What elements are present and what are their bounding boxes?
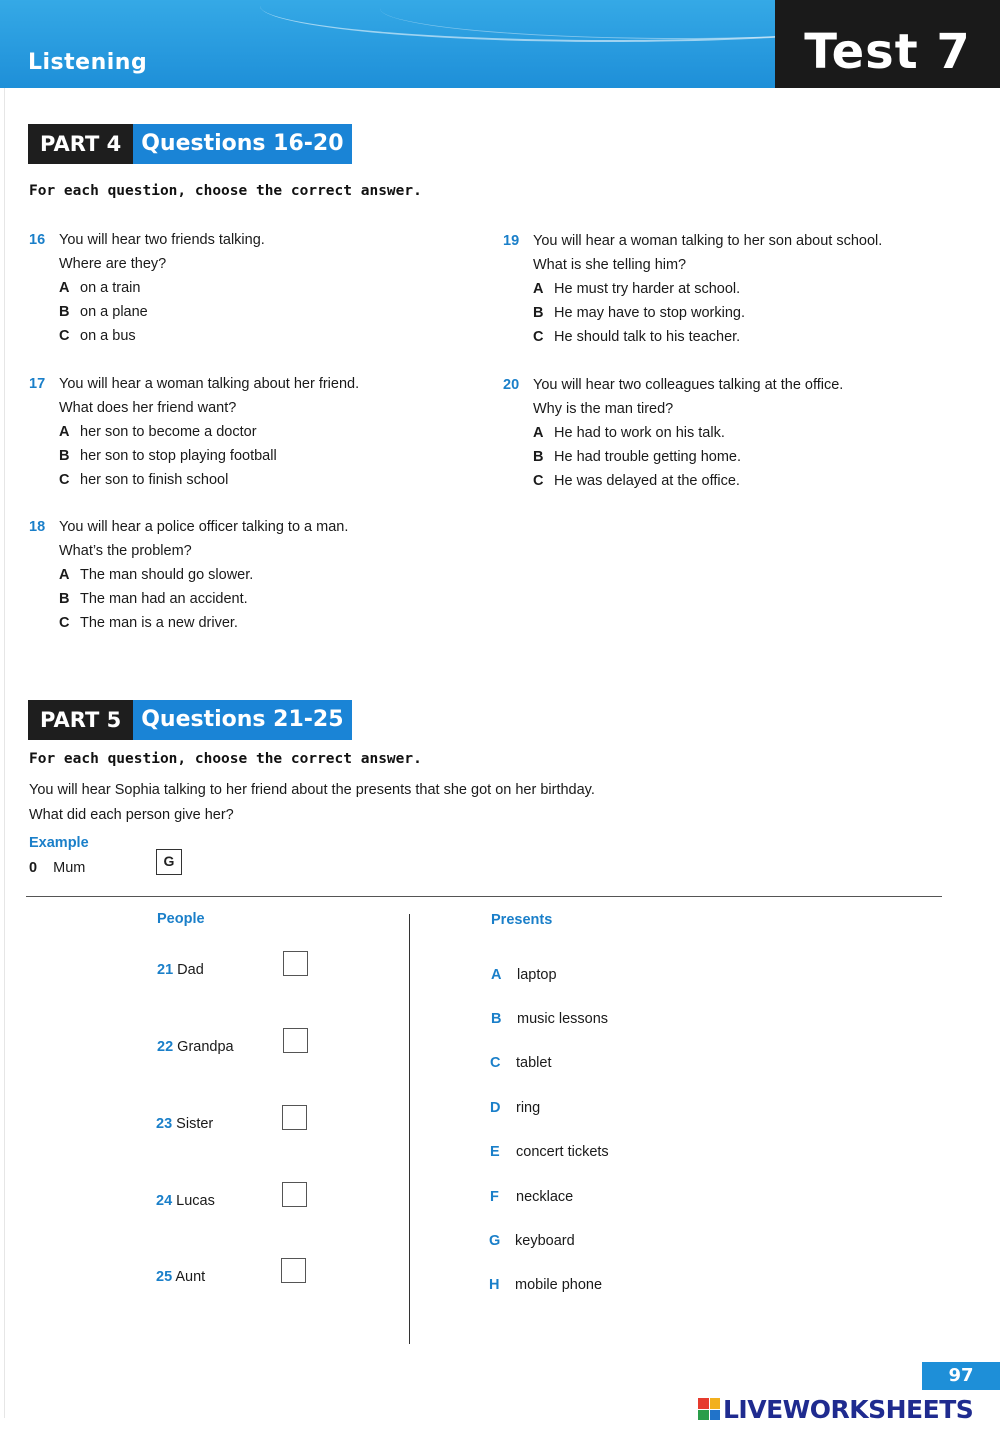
example-number: 0 [29,860,38,876]
question-20 [503,373,973,489]
option-text: her son to finish school [80,472,229,488]
answer-box-24[interactable] [282,1182,307,1207]
page-edge [4,88,5,1418]
question-number: 17 [29,376,46,392]
person-row [156,1193,215,1209]
present-text: music lessons [517,1011,609,1027]
person-row [157,962,204,978]
person-row [156,1116,213,1132]
present-letter: E [490,1144,500,1160]
question-prompt: You will hear two colleagues talking at the office. [533,377,844,393]
question-17 [29,372,469,488]
option-text: He was delayed at the office. [554,473,740,489]
person-number: 21 [157,962,174,978]
part5-questions-label: Questions 21-25 [133,700,351,740]
answer-box-21[interactable] [283,951,308,976]
present-text: keyboard [515,1233,575,1249]
present-letter: F [490,1189,499,1205]
present-item [491,967,557,983]
present-item [489,1233,575,1249]
option-letter: C [59,472,70,488]
divider [26,896,942,897]
option-letter: A [59,567,70,583]
option-text: her son to stop playing football [80,448,277,464]
question-number: 16 [29,232,46,248]
question-text: What’s the problem? [59,543,192,559]
brand-name: LIVEWORKSHEETS [723,1394,974,1424]
option-a[interactable] [59,420,257,444]
question-18 [29,515,469,631]
option-text: on a plane [80,304,148,320]
option-letter: B [59,448,70,464]
option-b[interactable] [59,300,148,324]
present-item [490,1055,551,1071]
option-c[interactable] [59,468,228,492]
option-text: He may have to stop working. [554,305,746,321]
option-text: The man should go slower. [80,567,254,583]
option-text: He must try harder at school. [554,281,741,297]
person-row [156,1269,205,1285]
question-number: 18 [29,519,46,535]
option-text: He had to work on his talk. [554,425,725,441]
question-prompt: You will hear two friends talking. [59,232,265,248]
option-letter: C [533,473,544,489]
present-item [489,1277,602,1293]
option-c[interactable] [533,469,740,493]
page-number: 97 [922,1362,1000,1390]
option-text: He should talk to his teacher. [554,329,741,345]
option-letter: B [533,449,544,465]
part5-banner [28,700,352,740]
person-name: Aunt [175,1269,206,1285]
people-heading: People [157,911,205,927]
part5-label: PART 5 [28,700,133,740]
option-b[interactable] [533,445,741,469]
present-text: tablet [516,1055,552,1071]
presents-heading: Presents [491,912,553,928]
person-name: Dad [177,962,204,978]
present-letter: D [490,1100,501,1116]
question-prompt: You will hear a woman talking about her friend. [59,376,360,392]
answer-box-25[interactable] [281,1258,306,1283]
option-b[interactable] [59,444,277,468]
brand-icon [698,1398,720,1420]
present-item [490,1100,540,1116]
question-19 [503,229,973,345]
question-number: 20 [503,377,520,393]
answer-box-23[interactable] [282,1105,307,1130]
part5-instruction: For each question, choose the correct answer. [29,751,422,767]
option-a[interactable] [533,277,740,301]
part4-banner [28,124,352,164]
option-letter: B [59,591,70,607]
part4-label: PART 4 [28,124,133,164]
person-number: 22 [157,1039,174,1055]
example-person: Mum [53,860,86,876]
question-prompt: You will hear a police officer talking to a man. [59,519,349,535]
present-item [490,1189,573,1205]
question-prompt: You will hear a woman talking to her son about school. [533,233,883,249]
option-letter: C [533,329,544,345]
present-text: ring [516,1100,541,1116]
option-text: on a bus [80,328,136,344]
option-letter: A [59,280,70,296]
section-title: Listening [28,50,148,75]
present-letter: A [491,967,502,983]
option-letter: C [59,328,70,344]
present-letter: H [489,1277,500,1293]
option-b[interactable] [59,587,248,611]
option-text: on a train [80,280,141,296]
question-text: What is she telling him? [533,257,687,273]
present-text: mobile phone [515,1277,603,1293]
option-c[interactable] [59,324,136,348]
option-c[interactable] [59,611,238,635]
option-letter: B [533,305,544,321]
option-b[interactable] [533,301,745,325]
option-a[interactable] [533,421,725,445]
option-letter: A [533,425,544,441]
present-letter: C [490,1055,501,1071]
option-letter: A [59,424,70,440]
option-text: The man had an accident. [80,591,248,607]
option-text: He had trouble getting home. [554,449,742,465]
present-text: concert tickets [516,1144,609,1160]
example-row [29,860,85,876]
person-number: 25 [156,1269,173,1285]
present-text: necklace [516,1189,574,1205]
question-text: Why is the man tired? [533,401,674,417]
answer-box-22[interactable] [283,1028,308,1053]
present-letter: B [491,1011,502,1027]
option-a[interactable] [59,563,253,587]
part5-intro: You will hear Sophia talking to her friend about the presents that she got on her birthday. [29,782,595,798]
question-text: Where are they? [59,256,167,272]
example-label: Example [29,835,89,851]
person-row [157,1039,234,1055]
option-letter: B [59,304,70,320]
option-letter: A [533,281,544,297]
option-text: her son to become a doctor [80,424,257,440]
person-name: Sister [176,1116,214,1132]
option-text: The man is a new driver. [80,615,238,631]
part4-instruction: For each question, choose the correct answer. [29,183,422,199]
test-title: Test 7 [804,24,971,80]
present-item [491,1011,608,1027]
person-name: Lucas [176,1193,215,1209]
brand-logo [698,1394,973,1424]
example-answer-box: G [156,849,182,875]
person-name: Grandpa [177,1039,234,1055]
present-text: laptop [517,967,557,983]
person-number: 23 [156,1116,173,1132]
part4-questions-label: Questions 16-20 [133,124,351,164]
option-c[interactable] [533,325,740,349]
present-item [490,1144,609,1160]
question-text: What does her friend want? [59,400,237,416]
option-letter: C [59,615,70,631]
present-letter: G [489,1233,501,1249]
question-16 [29,228,469,344]
part5-question: What did each person give her? [29,807,234,823]
person-number: 24 [156,1193,173,1209]
question-number: 19 [503,233,520,249]
column-divider [409,914,410,1344]
option-a[interactable] [59,276,140,300]
